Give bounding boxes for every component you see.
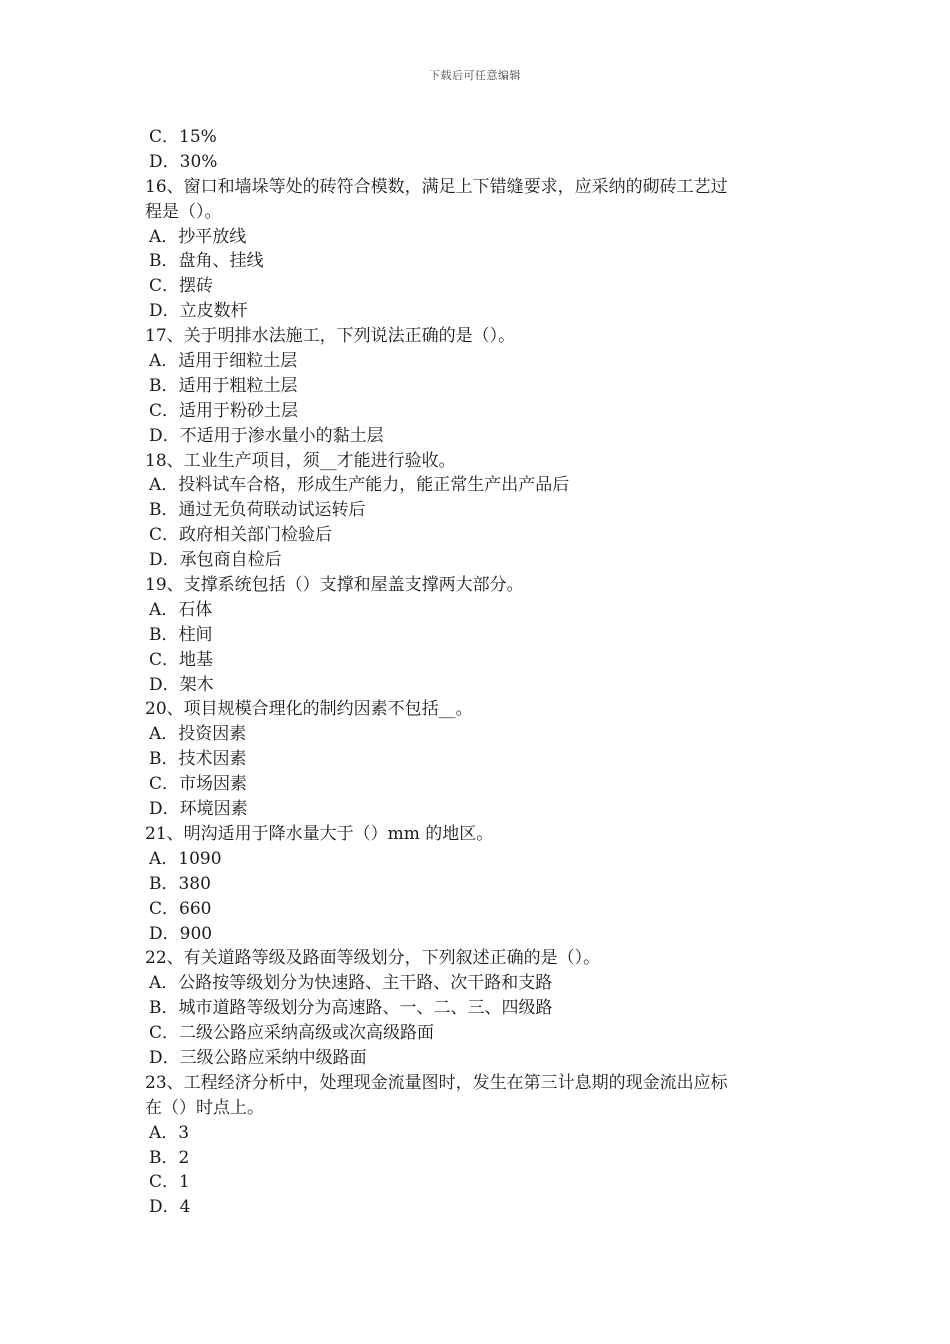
option-b-q20: B．技术因素 bbox=[149, 749, 247, 770]
option-d-q19: D．架木 bbox=[149, 674, 214, 695]
option-a-q22: A．公路按等级划分为快速路、主干路、次干路和支路 bbox=[149, 973, 553, 994]
option-b-q16: B．盘角、挂线 bbox=[149, 251, 264, 272]
option-d-q20: D．环境因素 bbox=[149, 799, 248, 820]
option-d-q17: D．不适用于渗水量小的黏土层 bbox=[149, 425, 384, 446]
question-16: 16、窗口和墙垛等处的砖符合模数，满足上下错缝要求，应采纳的砌砖工艺过 bbox=[145, 176, 728, 197]
question-19: 19、支撑系统包括（）支撑和屋盖支撑两大部分。 bbox=[145, 575, 524, 596]
option-c-q19: C．地基 bbox=[149, 649, 214, 670]
option-d-q15: D．30% bbox=[149, 151, 218, 172]
option-b-q19: B．柱间 bbox=[149, 624, 213, 645]
option-d-q23: D．4 bbox=[149, 1197, 191, 1218]
question-16-continuation: 程是（）。 bbox=[145, 201, 222, 222]
option-b-q21: B．380 bbox=[149, 873, 211, 894]
option-a-q23: A．3 bbox=[149, 1122, 190, 1143]
option-c-q20: C．市场因素 bbox=[149, 774, 248, 795]
option-d-q18: D．承包商自检后 bbox=[149, 550, 282, 571]
option-b-q22: B．城市道路等级划分为高速路、一、二、三、四级路 bbox=[149, 998, 553, 1019]
option-c-q18: C．政府相关部门检验后 bbox=[149, 525, 333, 546]
option-a-q16: A．抄平放线 bbox=[149, 226, 247, 247]
document-body bbox=[145, 125, 815, 1220]
option-d-q21: D．900 bbox=[149, 923, 213, 944]
question-17: 17、关于明排水法施工，下列说法正确的是（）。 bbox=[145, 326, 516, 347]
option-d-q22: D．三级公路应采纳中级路面 bbox=[149, 1047, 367, 1068]
question-20: 20、项目规模合理化的制约因素不包括__。 bbox=[145, 699, 473, 720]
option-b-q17: B．适用于粗粒土层 bbox=[149, 375, 298, 396]
option-c-q22: C．二级公路应采纳高级或次高级路面 bbox=[149, 1023, 435, 1044]
question-23: 23、工程经济分析中，处理现金流量图时，发生在第三计息期的现金流出应标 bbox=[145, 1072, 728, 1093]
option-a-q20: A．投资因素 bbox=[149, 724, 247, 745]
option-a-q21: A．1090 bbox=[149, 848, 222, 869]
option-b-q18: B．通过无负荷联动试运转后 bbox=[149, 500, 366, 521]
option-a-q19: A．石体 bbox=[149, 599, 213, 620]
question-21: 21、明沟适用于降水量大于（）mm 的地区。 bbox=[145, 823, 494, 844]
question-23-continuation: 在（）时点上。 bbox=[145, 1097, 264, 1118]
option-c-q17: C．适用于粉砂土层 bbox=[149, 400, 299, 421]
option-a-q17: A．适用于细粒土层 bbox=[149, 351, 298, 372]
option-c-q23: C．1 bbox=[149, 1172, 190, 1193]
option-d-q16: D．立皮数杆 bbox=[149, 301, 248, 322]
option-b-q23: B．2 bbox=[149, 1147, 190, 1168]
question-18: 18、工业生产项目，须__才能进行验收。 bbox=[145, 450, 456, 471]
page-header: 下载后可任意编辑 bbox=[429, 69, 521, 82]
option-a-q18: A．投料试车合格，形成生产能力，能正常生产出产品后 bbox=[149, 475, 570, 496]
option-c-q15: C．15% bbox=[149, 127, 217, 147]
question-22: 22、有关道路等级及路面等级划分，下列叙述正确的是（）。 bbox=[145, 948, 601, 969]
option-c-q16: C．摆砖 bbox=[149, 276, 214, 297]
option-c-q21: C．660 bbox=[149, 898, 212, 919]
